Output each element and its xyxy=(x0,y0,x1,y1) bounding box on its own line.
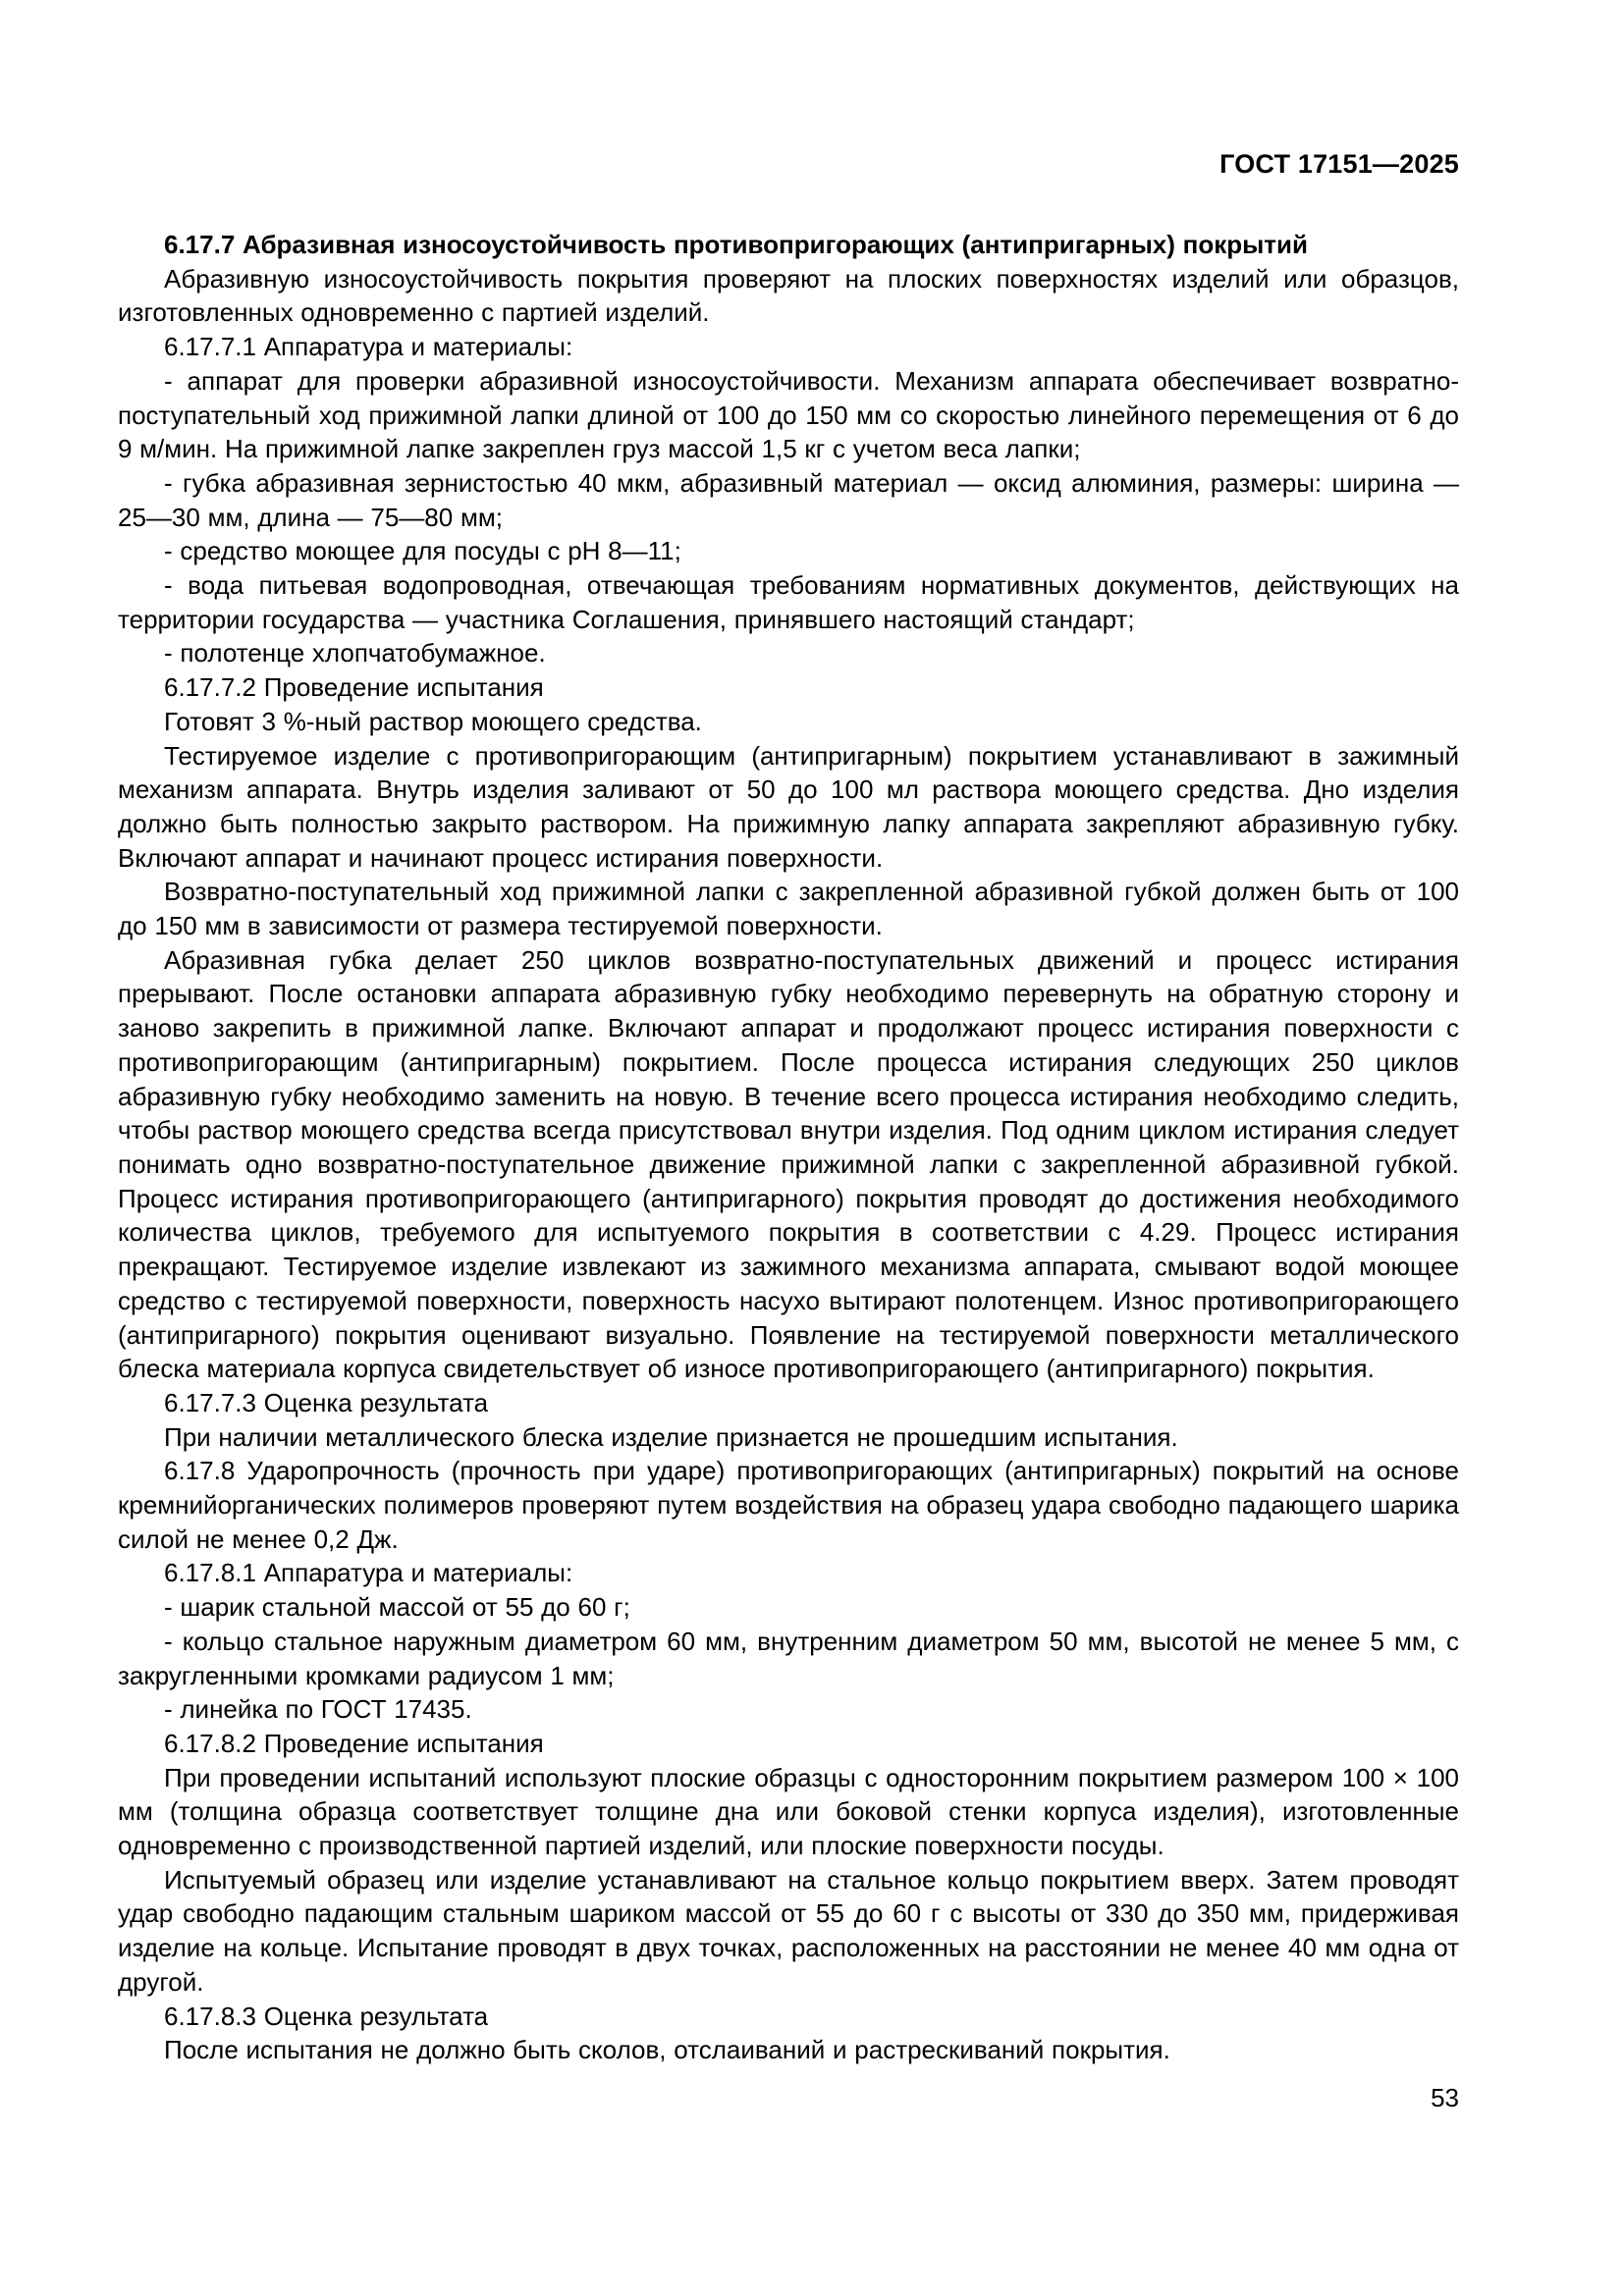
paragraph: - вода питьевая водопроводная, отвечающая требованиям нормативных документов, действующих на территории государства — участника Соглашения, принявшего настоящий стандарт; xyxy=(118,570,1459,634)
paragraph: Испытуемый образец или изделие устанавливают на стальное кольцо покрытием вверх. Затем проводят удар свободно падающим стальным шариком массой от 55 до 60 г с высоты от 330 до 350 мм, придерживая изделие на кольце. Испытание проводят в двух точках, расположенных на расстоянии не менее 40 мм одна от другой. xyxy=(118,1864,1459,1997)
paragraph: 6.17.7.2 Проведение испытания xyxy=(164,672,544,703)
paragraph: При проведении испытаний используют плоские образцы с односторонним покрытием размером 100 × 100 мм (толщина образца соответствует толщине дна или боковой стенки корпуса изделия), изготовленные одновременно с производственной партией изделий, или плоские поверхности посуды. xyxy=(118,1762,1459,1861)
paragraph: - линейка по ГОСТ 17435. xyxy=(164,1694,472,1725)
paragraph: 6.17.7.1 Аппаратура и материалы: xyxy=(164,332,573,362)
paragraph: - аппарат для проверки абразивной износоустойчивости. Механизм аппарата обеспечивает возвратно-поступательный ход прижимной лапки длиной от 100 до 150 мм со скоростью линейного перемещения от 6 до 9 м/мин. На прижимной лапке закреплен груз массой 1,5 кг с учетом веса лапки; xyxy=(118,365,1459,464)
paragraph: После испытания не должно быть сколов, отслаиваний и растрескиваний покрытия. xyxy=(164,2035,1170,2065)
paragraph: - полотенце хлопчатобумажное. xyxy=(164,638,546,668)
document-body xyxy=(118,228,1459,2067)
paragraph: - шарик стальной массой от 55 до 60 г; xyxy=(164,1592,630,1623)
paragraph: 6.17.8.3 Оценка результата xyxy=(164,2001,489,2031)
paragraph: При наличии металлического блеска изделие признается не прошедшим испытания. xyxy=(164,1421,1178,1452)
paragraph: - губка абразивная зернистостью 40 мкм, абразивный материал — оксид алюминия, размеры: ширина — 25—30 мм, длина — 75—80 мм; xyxy=(118,467,1459,532)
paragraph: Абразивную износоустойчивость покрытия проверяют на плоских поверхностях изделий или образцов, изготовленных одновременно с партией изделий. xyxy=(118,263,1459,328)
paragraph: - кольцо стальное наружным диаметром 60 мм, внутренним диаметром 50 мм, высотой не менее 5 мм, с закругленными кромками радиусом 1 мм; xyxy=(118,1626,1459,1690)
page-number: 53 xyxy=(1431,2083,1459,2112)
paragraph: 6.17.8.1 Аппаратура и материалы: xyxy=(164,1558,573,1588)
paragraph: Тестируемое изделие с противопригорающим (антипригарным) покрытием устанавливают в зажимный механизм аппарата. Внутрь изделия заливают от 50 до 100 мл раствора моющего средства. Дно изделия должно быть полностью закрыто раствором. На прижимную лапку аппарата закрепляют абразивную губку. Включают аппарат и начинают процесс истирания поверхности. xyxy=(118,740,1459,873)
paragraph: Абразивная губка делает 250 циклов возвратно-поступательных движений и процесс истирания прерывают. После остановки аппарата абразивную губку необходимо перевернуть на обратную сторону и заново закрепить в прижимной лапке. Включают аппарат и продолжают процесс истирания поверхности с противопригорающим (антипригарным) покрытием. После процесса истирания следующих 250 циклов абразивную губку необходимо заменить на новую. В течение всего процесса истирания необходимо следить, чтобы раствор моющего средства всегда присутствовал внутри изделия. Под одним циклом истирания следует понимать одно возвратно-поступательное движение прижимной лапки с закрепленной абразивной губкой. Процесс истирания противопригорающего (антипригарного) покрытия проводят до достижения необходимого количества циклов, требуемого для испытуемого покрытия в соответствии с 4.29. Процесс истирания прекращают. Тестируемое изделие извлекают из зажимного механизма аппарата, смывают водой моющее средство с тестируемой поверхности, поверхность насухо вытирают полотенцем. Износ противопригорающего (антипригарного) покрытия оценивают визуально. Появление на тестируемой поверхности металлического блеска материала корпуса свидетельствует об износе противопригорающего (антипригарного) покрытия. xyxy=(118,944,1459,1384)
section-heading: 6.17.7 Абразивная износоустойчивость противопригорающих (антипригарных) покрытий xyxy=(164,230,1309,259)
paragraph: Готовят 3 %-ный раствор моющего средства. xyxy=(164,706,702,736)
paragraph: 6.17.8.2 Проведение испытания xyxy=(164,1728,544,1758)
paragraph: - средство моющее для посуды с pH 8—11; xyxy=(164,536,681,566)
paragraph: 6.17.7.3 Оценка результата xyxy=(164,1387,489,1417)
paragraph: Возвратно-поступательный ход прижимной лапки с закрепленной абразивной губкой должен быть от 100 до 150 мм в зависимости от размера тестируемой поверхности. xyxy=(118,877,1459,941)
document-header-standard-number: ГОСТ 17151—2025 xyxy=(1219,149,1459,179)
paragraph: 6.17.8 Ударопрочность (прочность при ударе) противопригорающих (антипригарных) покрытий на основе кремнийорганических полимеров проверяют путем воздействия на образец удара свободно падающего шарика силой не менее 0,2 Дж. xyxy=(118,1456,1459,1554)
